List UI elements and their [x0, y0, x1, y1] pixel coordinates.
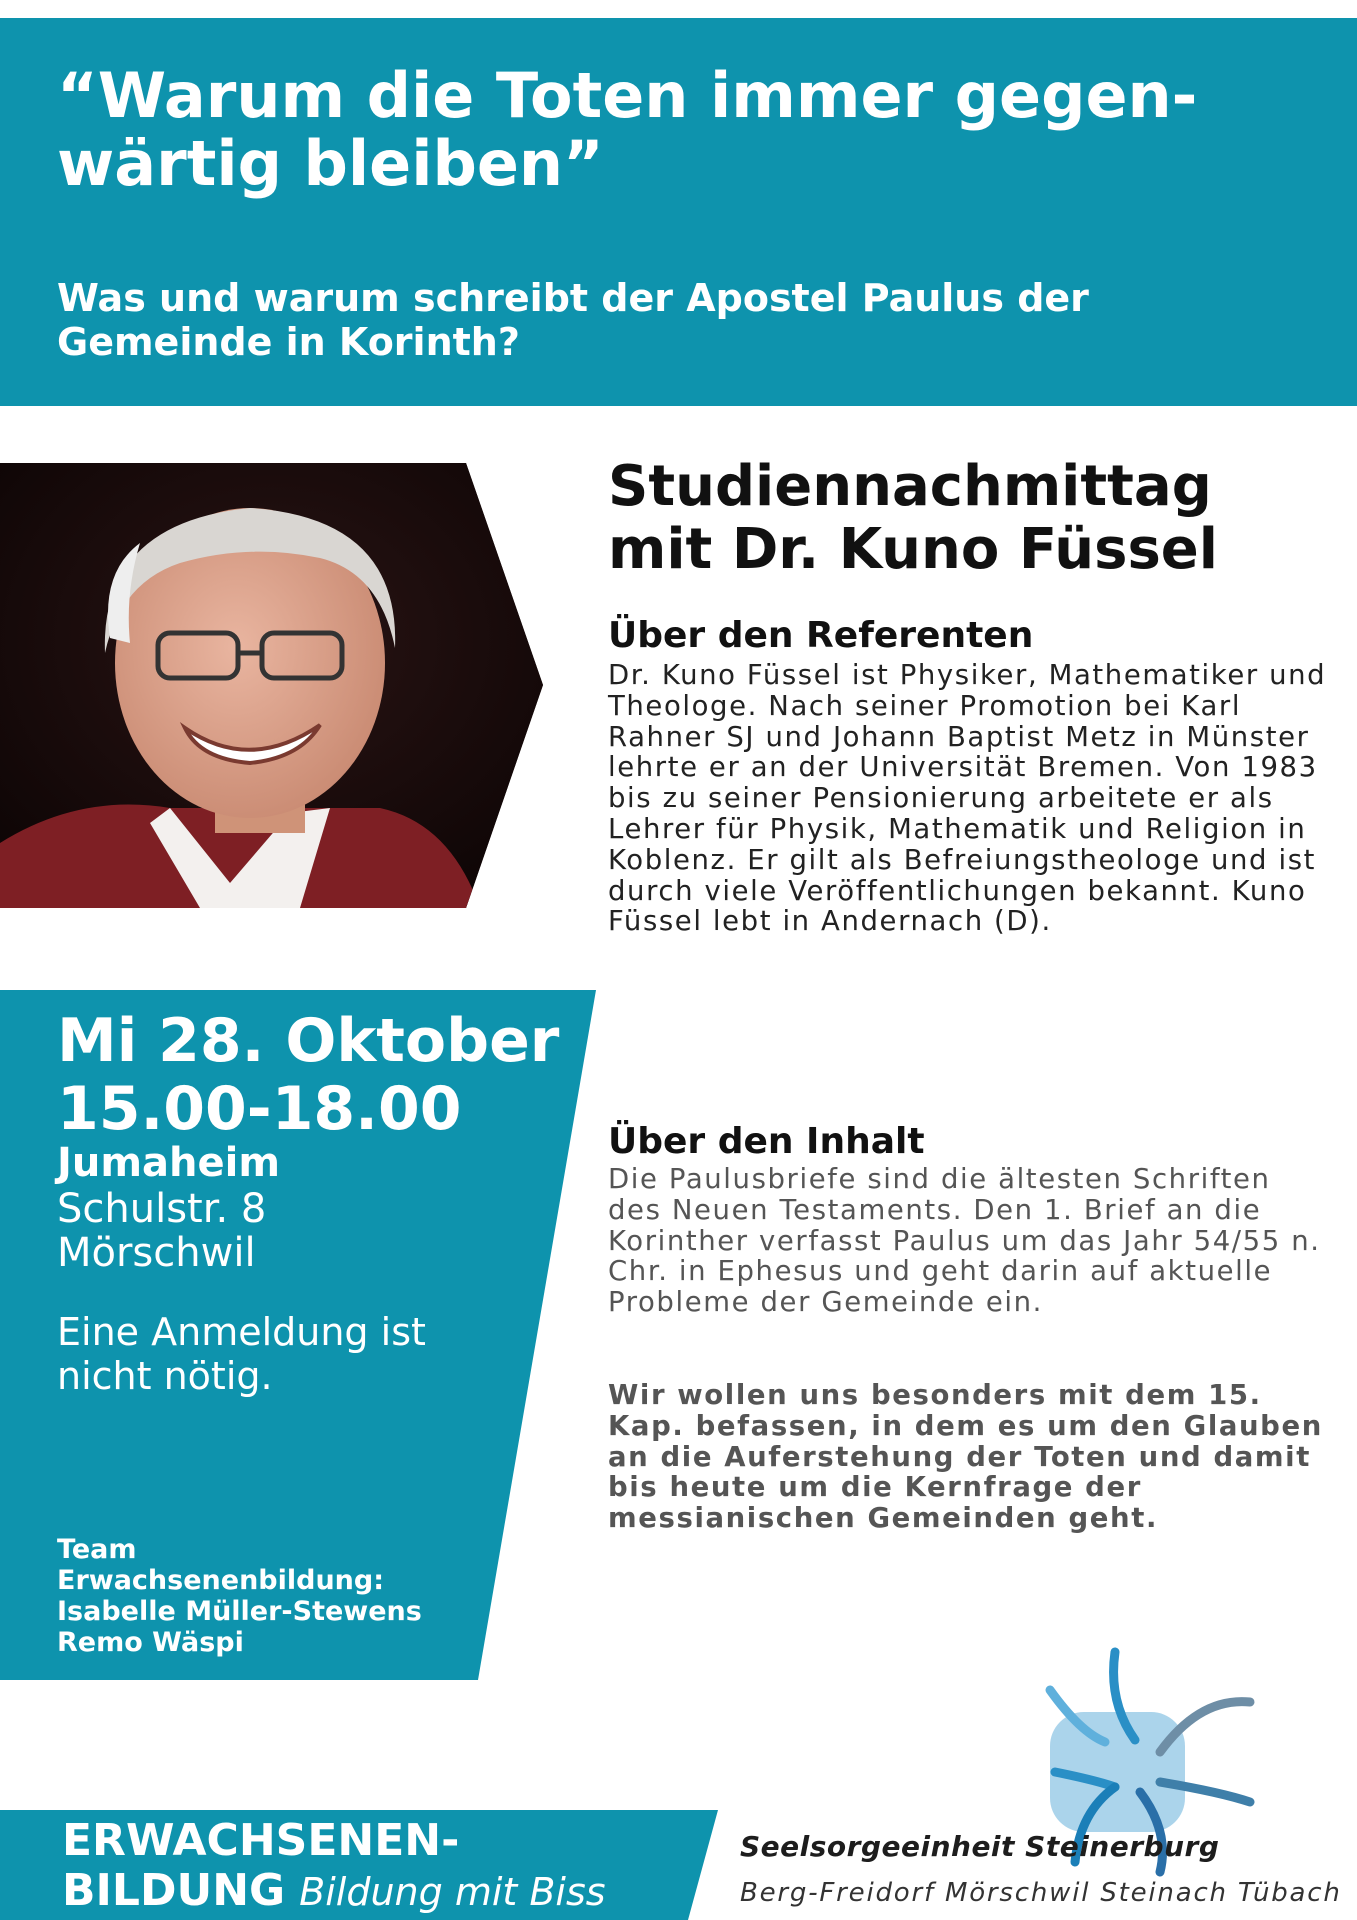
- about-speaker-text: Dr. Kuno Füssel ist Physiker, Mathematiker und Theologe. Nach seiner Promotion bei Karl Rahner SJ und Johann Baptist Metz in Münster lehrte er an der Universität Bremen. Von 1983 bis zu seiner Pensionierung arbeitete er als Lehrer für Physik, Mathematik und Religion in Koblenz. Er gilt als Befreiungstheologe und ist durch viele Veröffentlichungen bekannt. Kuno Füssel lebt in Andernach (D).: [608, 659, 1327, 938]
- team-department: Erwachsenenbildung:: [57, 1565, 385, 1596]
- headline-line-1: Studiennachmittag: [608, 454, 1212, 519]
- program-name-line-1: ERWACHSENEN-: [62, 1815, 460, 1866]
- about-content-text: Die Paulusbriefe sind die ältesten Schriften des Neuen Testaments. Den 1. Brief an die Korinther verfasst Paulus um das Jahr 54/55 n. Chr. in Ephesus und geht darin auf aktuelle Probleme der Gemeinde ein.: [608, 1163, 1321, 1319]
- event-date: Mi 28. Oktober: [57, 1006, 560, 1076]
- team-info: [57, 1534, 422, 1658]
- title-line-2: wärtig bleiben”: [57, 127, 604, 200]
- team-member: Remo Wäspi: [57, 1627, 244, 1658]
- program-name-bildung: BILDUNG: [62, 1865, 286, 1916]
- about-speaker-heading: Über den Referenten: [608, 615, 1034, 656]
- event-venue: Jumaheim: [57, 1140, 281, 1186]
- event-subtitle: [57, 276, 1317, 364]
- organization-name: Seelsorgeeinheit Steinerburg: [740, 1830, 1220, 1863]
- event-town: Mörschwil: [57, 1230, 256, 1276]
- subtitle-line-1: Was und warum schreibt der Apostel Paulus der: [57, 276, 1089, 320]
- program-tagline: Bildung mit Biss: [299, 1870, 606, 1914]
- portrait-photo-icon: [0, 463, 543, 908]
- about-content-heading: Über den Inhalt: [608, 1121, 925, 1162]
- title-line-1: “Warum die Toten immer gegen-: [57, 59, 1198, 132]
- focus-text: Wir wollen uns besonders mit dem 15. Kap. befassen, in dem es um den Glauben an die Auferstehung der Toten und damit bis heute um die Kernfrage der messianischen Gemeinden geht.: [608, 1379, 1323, 1535]
- speaker-photo: [0, 463, 543, 908]
- event-headline: [608, 455, 1328, 581]
- event-title: [57, 59, 1337, 200]
- program-name-line-2: [62, 1866, 606, 1917]
- headline-line-2: mit Dr. Kuno Füssel: [608, 517, 1218, 582]
- parish-list: Berg-Freidorf Mörschwil Steinach Tübach: [740, 1878, 1342, 1908]
- event-street: Schulstr. 8: [57, 1186, 267, 1232]
- registration-note: Eine Anmeldung ist nicht nötig.: [57, 1310, 426, 1398]
- event-time: 15.00-18.00: [57, 1074, 462, 1144]
- subtitle-line-2: Gemeinde in Korinth?: [57, 320, 520, 364]
- team-label: Team: [57, 1534, 137, 1565]
- team-member: Isabelle Müller-Stewens: [57, 1596, 422, 1627]
